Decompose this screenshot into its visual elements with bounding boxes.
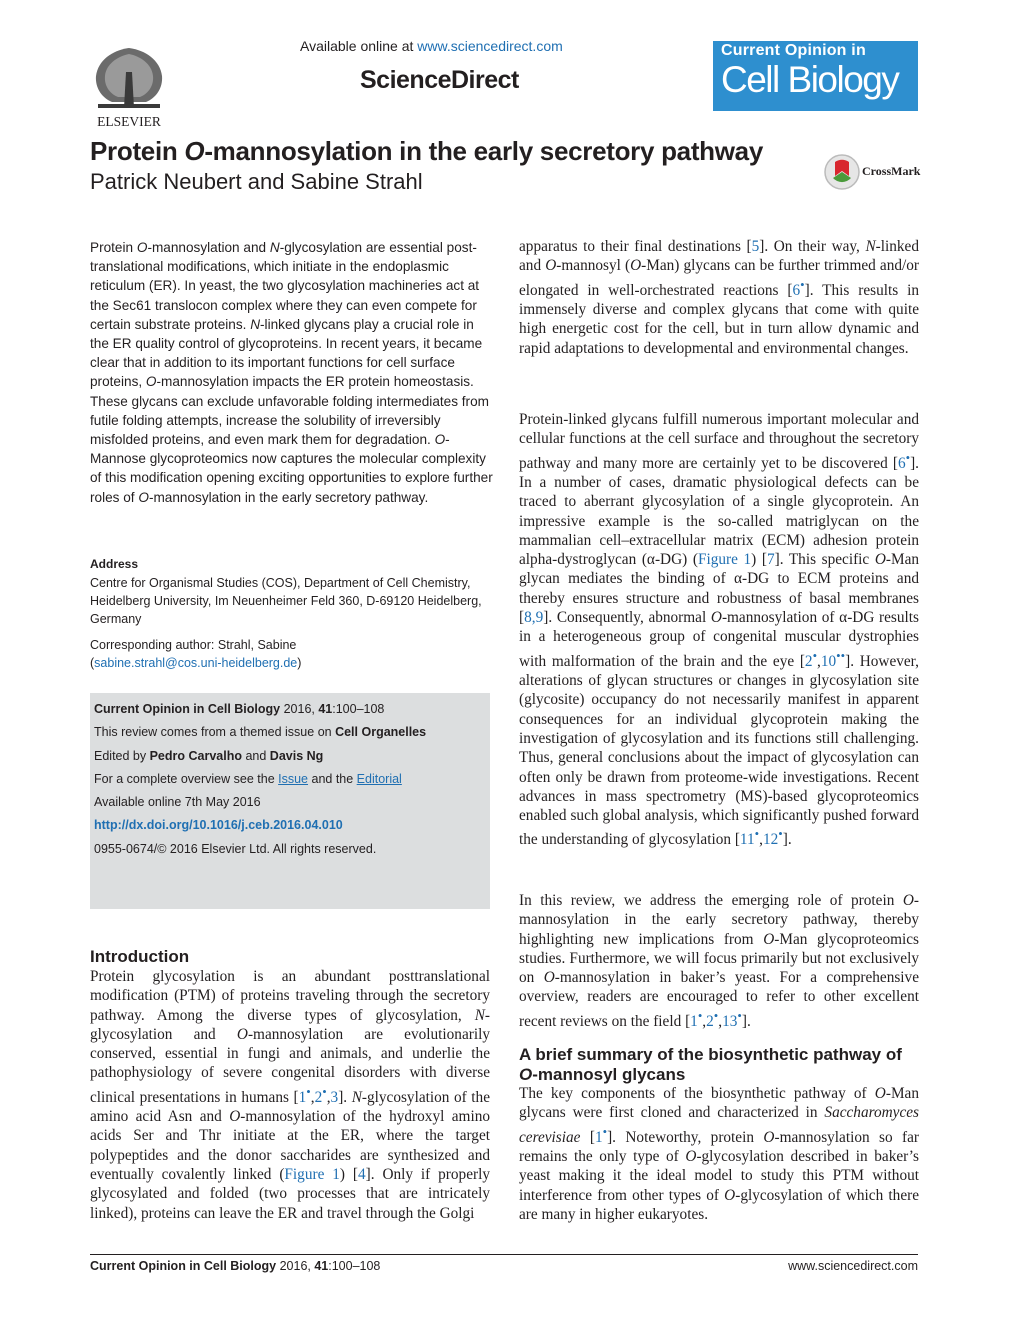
address-heading: Address [90,557,139,571]
crossmark-icon [823,152,863,192]
paragraph-biosynthesis: The key components of the biosynthetic pathway of O-Man glycans were first cloned and characterized in Saccharomyces cerevisiae [1•]. Noteworthy, protein O-mannosylation so far remains the only type of O-glycosylation described in baker’s yeast making it the ideal model to study this PTM without interference from other types of O-glycosylation of which there are many in higher eukaryotes. [519,1085,920,1223]
footer-url[interactable]: www.sciencedirect.com [788,1259,918,1273]
ref-link[interactable]: 5 [751,238,760,255]
ref-link[interactable]: 3 [330,1088,339,1106]
footer-divider [90,1254,918,1255]
footer-citation: Current Opinion in Cell Biology 2016, 41:100–108 [90,1259,381,1273]
elsevier-logo [88,42,170,130]
corresponding-label: Corresponding author: Strahl, Sabine [90,638,297,652]
ref-link[interactable]: 12 [762,831,779,849]
ref-link[interactable]: 2 [314,1088,323,1106]
issue-link[interactable]: Issue [278,771,309,786]
ref-link[interactable]: 7 [766,551,775,569]
available-date: Available online 7th May 2016 [94,795,261,810]
editors-line: Edited by Pedro Carvalho and Davis Ng [94,748,324,763]
editorial-link[interactable]: Editorial [356,771,402,786]
elsevier-tree-icon [88,42,170,130]
themed-issue-line: This review comes from a themed issue on Cell Organelles [94,725,427,740]
introduction-heading: Introduction [90,947,190,966]
ref-link[interactable]: 8,9 [524,609,544,627]
copyright-line: 0955-0674/© 2016 Elsevier Ltd. All rights reserved. [94,841,377,856]
article-title: Protein O-mannosylation in the early secretory pathway [90,136,764,166]
citation-line: Current Opinion in Cell Biology 2016, 41:100–108 [94,702,385,716]
paragraph-glycan-processing: apparatus to their final destinations [5]. On their way, N-linked and O-mannosyl (O-Man) glycans can be further trimmed and/or elongated in well-orchestrated reactions [6•]. This results in immensely diverse and complex glycans that come with quite high energetic cost for the cell, but in turn allow dynamic and rapid adaptations to developmental and environmental changes. [519,238,920,357]
figure-link[interactable]: Figure 1 [697,551,752,569]
ref-link[interactable]: 2 [706,1012,714,1030]
paragraph-review-scope: In this review, we address the emerging role of protein O-mannosylation in the early secretory pathway, thereby highlighting new implications from O-Man glycoproteomics studies. Furthermore, we will focus primarily but not exclusively on O-mannosylation in baker’s yeast. For a comprehensive overview, readers are encouraged to refer to other excellent recent reviews on the field [1•,2•,13•]. [519,892,919,1030]
sciencedirect-brand: ScienceDirect [360,66,519,94]
ref-link[interactable]: 13 [722,1012,738,1030]
journal-logo-line2: Cell Biology [721,59,899,100]
publisher-name: ELSEVIER [97,114,161,129]
author-email-link[interactable]: sabine.strahl@cos.uni-heidelberg.de [94,656,298,671]
introduction-body: Protein glycosylation is an abundant posttranslational modification (PTM) of proteins traveling through the secretory pathway. Among the diverse types of glycosylation, N-glycosylation and O-mannosylation are evolutionarily conserved, essential in fungi and animals, and underlie the pathophysiology of severe congenital disorders with diverse clinical presentations in humans [1•,2•,3]. N-glycosylation of the amino acid Asn and O-mannosylation of the hydroxyl amino acids Ser and Thr initiate at the ER, where the target polypeptides and the donor saccharides are synthesized and eventually covalently linked (Figure 1) [4]. Only if properly glycosylated and folded (two processes that are intricately linked), proteins can leave the ER and travel through the Golgi [90,968,490,1222]
available-label: Available online at [300,38,418,54]
article-authors: Patrick Neubert and Sabine Strahl [90,169,423,194]
crossmark-label: CrossMark [862,164,921,178]
journal-logo [713,41,918,111]
doi-link[interactable]: http://dx.doi.org/10.1016/j.ceb.2016.04.010 [94,818,343,833]
figure-link[interactable]: Figure 1 [284,1166,340,1184]
ref-link[interactable]: 6 [792,281,801,299]
ref-link[interactable]: 1 [594,1128,603,1146]
address-body: Centre for Organismal Studies (COS), Department of Cell Chemistry, Heidelberg University, Im Neuenheimer Feld 360, D-69120 Heidelberg, Germany [90,576,482,627]
available-online-line [300,38,563,54]
abstract: Protein O-mannosylation and N-glycosylation are essential post-translational modifications, which initiate in the endoplasmic reticulum (ER). In yeast, the two glycosylation machineries act at the Sec61 translocon complex where they can even compete for certain substrate proteins. N-linked glycans play a crucial role in the ER quality control of glycoproteins. In recent years, it became clear that in addition to its important functions for cell surface proteins, O-mannosylation impacts the ER protein homeostasis. These glycans can exclude unfavorable folding intermediates from futile folding attempts, increase the solubility of irreversibly misfolded proteins, and even mark them for degradation. O-Mannose glycoproteomics now captures the molecular complexity of this modification opening exciting opportunities to explore further roles of O-mannosylation in the early secretory pathway. [90,240,493,505]
ref-link[interactable]: 11 [739,831,755,849]
sciencedirect-link[interactable]: www.sciencedirect.com [417,38,563,54]
section-heading-biosynthetic-pathway: A brief summary of the biosynthetic pathway of O-mannosyl glycans [519,1045,902,1084]
ref-link[interactable]: 6 [897,454,906,472]
ref-link[interactable]: 10 [820,652,837,670]
journal-logo-line1: Current Opinion in [721,42,866,59]
overview-line: For a complete overview see the Issue and the Editorial [94,771,402,786]
ref-link[interactable]: 2 [804,652,813,670]
ref-link[interactable]: 1 [298,1088,307,1106]
corresponding-author: Corresponding author: Strahl, Sabine (sabine.strahl@cos.uni-heidelberg.de) [90,636,495,672]
ref-link[interactable]: 1 [690,1012,698,1030]
ref-link[interactable]: 4 [357,1166,366,1184]
article-info-box [90,693,490,909]
paragraph-glycan-functions: Protein-linked glycans fulfill numerous important molecular and cellular functions at the cell surface and throughout the secretory pathway and many more are certainly yet to be discovered [6•]. In a number of cases, dramatic physiological defects can be traced to aberrant glycosylation of a single glycoprotein. An impressive example is the so-called matriglycan on the mammalian cell–extracellular matrix (ECM) adhesion protein alpha-dystroglycan (α-DG) (Figure 1) [7]. This specific O-Man glycan mediates the binding of α-DG to ECM proteins and thereby ensures structure and robustness of basal membranes [8,9]. Consequently, abnormal O-mannosylation of α-DG results in a heterogeneous group of congenital muscular dystrophies with malformation of the brain and the eye [2•,10••]. However, alterations of glycan structures or changes in glycosylation site (glycosite) occupancy do not necessarily manifest in apparent consequences for an individual glycoprotein making the investigation of glycosylation and its functions still challenging. Thus, general conclusions about the impact of glycosylation can often only be drawn from proteome-wide investigations. Recent advances in mass spectrometry (MS)-based glycoproteomics enabled such global analysis, which significantly pushed forward the understanding of glycosylation [11•,12•]. [519,411,920,849]
